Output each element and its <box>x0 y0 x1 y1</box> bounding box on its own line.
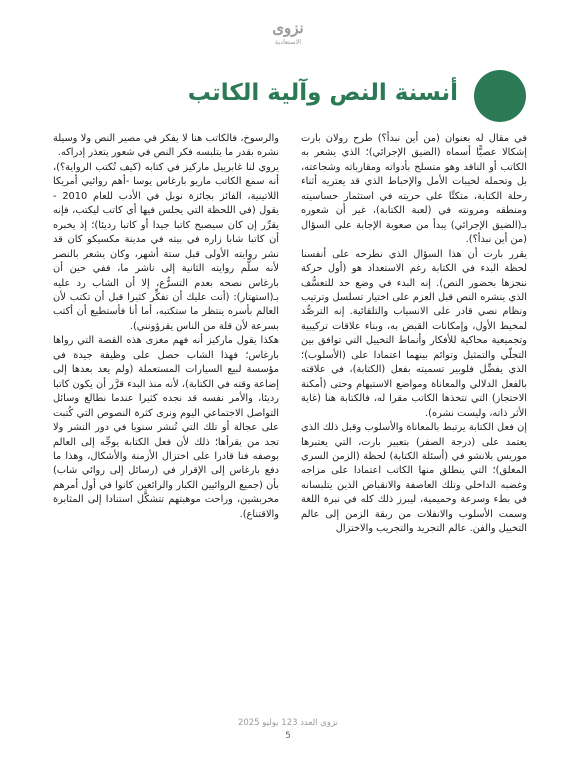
paragraph: يقرر بارت أن هذا السؤال الذي نطرحه على أنفسنا لحظة البدء في الكتابة رغم الاستعداد هو (أول حركة ننجزها بحضور النص). إنه البدء في وضع حد للتعسُّف الذي ينشره النص قبل العزم على اختيار تسلسل وترتيب ونظام نصي قادر على الانسياب والتلقائية. إنه الترصُّد لمخيط الأول، وإمكانات القبض به، وبناء علاقات تركيبية وتجميعية محاكية للأفكار وأنماط التخييل التي توافق بين التجلّي والتمثيل وتوائم بينهما اعتمادا على (الأسلوب)؛ الذي يفضِّل فلوبير تسميته بفعل (الكتابة)، في علاقته بالفعل الدلالي والمعاناة ومواضع الاستيهام وحتى (أمكنة الاحتجاز) التي تتخذها الكاتب مقرا له، فالكتابة هنا (غاية الأثر ذاته، وليست نشره). <box>301 248 527 419</box>
paragraph: إن فعل الكتابة يرتبط بالمعاناة والأسلوب وقبل ذلك الذي يعتمد على (درجة الصفر) بتعبير بارت، التي يعتبرها موريس بلانشو في (أسئلة الكتابة) لحظة (الزمن السري المغلق)؛ التي ينطلق منها الكاتب اعتمادا على مزاجه وغضبه الداخلي وتلك العاصفة والانقباض الذين يتلبسانه في بطء وسرعة وحميمية، ليبرز ذلك كله في نبرة اللغة وسمت الأسلوب والانفلات من ربقة الزمن إلى عالم التخييل والفن. عالم التجريد والتجريب والاختزال <box>301 422 527 535</box>
paragraph: في مقال له بعنوان (من أين نبدأ؟) طرح رولان بارت إشكالا عصيًّا أسماه (الضيق الإجرائي)؛ الذي يشعر به الكاتب أو الناقد وهو متسلح بأدواته ومقارباته وشجاعته، بل وتحمله لخيبات الأمل والإحباط الذي قد يعتريه أثناء رحلة الكتابة، متكئًا على حريته في استثمار حساسيته ومنطقه ومرونته في (لعبة الكتابة)، غير أن شعوره بـ(الضيق الإجرائي) يبدأ من صعوبة الإجابة على السؤال (من أين نبدأ؟). <box>301 133 527 246</box>
article-column-left <box>53 132 279 522</box>
article-title: أنسنة النص وآلية الكاتب <box>187 80 458 106</box>
logo-subtitle: الاستعادية <box>274 38 302 46</box>
paragraph: هكذا يقول ماركيز أنه فهم مغزى هذه القصة التي رواها بارغاس؛ فهذا الشاب حصل على وظيفة جيدة في مؤسسة لبيع السيارات المستعملة (ولم يعد بعدها إلى إضاعة وقته في الكتابة)، لأنه منذ البدء قرَّر أن يكون كاتبا رديئا، والأمر نفسه قد نجده كثيرا عندما نطالع وسائل التواصل الاجتماعي اليوم ونرى كثرة النصوص التي كُتبت على عجالة أو تلك التي تُنشر سنويا في دور النشر ولا تجد من يقرأها؛ ذلك لأن فعل الكتابة يوجِّه إلى العالم بوصفه فنا قادرا على اختزال الأزمنة والأشكال، وهذا ما دفع بارغاس إلى الإقرار في (رسائل إلى روائي شاب) بأن (جميع الروائيين الكبار والرائعين كانوا في أول أمرهم مخربشين، وراحت موهبتهم تتشكَّل استنادا إلى المثابرة والاقتناع). <box>53 335 279 520</box>
magazine-logo <box>0 20 576 46</box>
paragraph: يروي لنا غابرييل ماركيز في كتابه (كيف تُكتب الرواية؟)، أنه سمع الكاتب ماريو بارغاس يوسا -أهم روائيي أمريكا اللاتينية، الفائز بجائزة نوبل في الأدب للعام 2010 - يقول (في اللحظة التي يجلس فيها أي كاتب ليكتب، فإنه يقرِّر إن كان سيصبح كاتبا جيدا أو كاتبا رديئا)؛ إذ يخبره أن كاتبا شابا زاره في بيته في مدينة مكسيكو كان قد نشر روايته الأولى قبل ستة أشهر، وكان يشعر بالنصر لأنه سلَّم روايته الثانية إلى ناشر ما، ففي حين أن بارغاس نصحه بعدم التسرُّع، إلا أن الشاب رد عليه بـ(استهتار): (أنت عليك أن تفكِّر كثيرا قبل أن تكتب لأن العالم بأسره ينتظر ما ستكتبه، أما أنا فأستطيع أن أكتب بسرعة لأن قلة من الناس يقرؤونني). <box>53 161 279 332</box>
page-footer <box>0 718 576 741</box>
article-header <box>142 70 526 122</box>
logo-mark: نزوى <box>272 19 304 37</box>
article-column-right <box>301 132 527 537</box>
paragraph: والرسوخ، فالكاتب هنا لا يفكر في مصير النص ولا وسيلة نشره بقدر ما يتلبسه فكر النص في شعور يتعذر إدراكه. <box>53 133 279 159</box>
issue-info: نزوى العدد 123 يوليو 2025 <box>237 718 339 728</box>
page-number: 5 <box>285 731 291 741</box>
title-circle-icon <box>474 70 526 122</box>
